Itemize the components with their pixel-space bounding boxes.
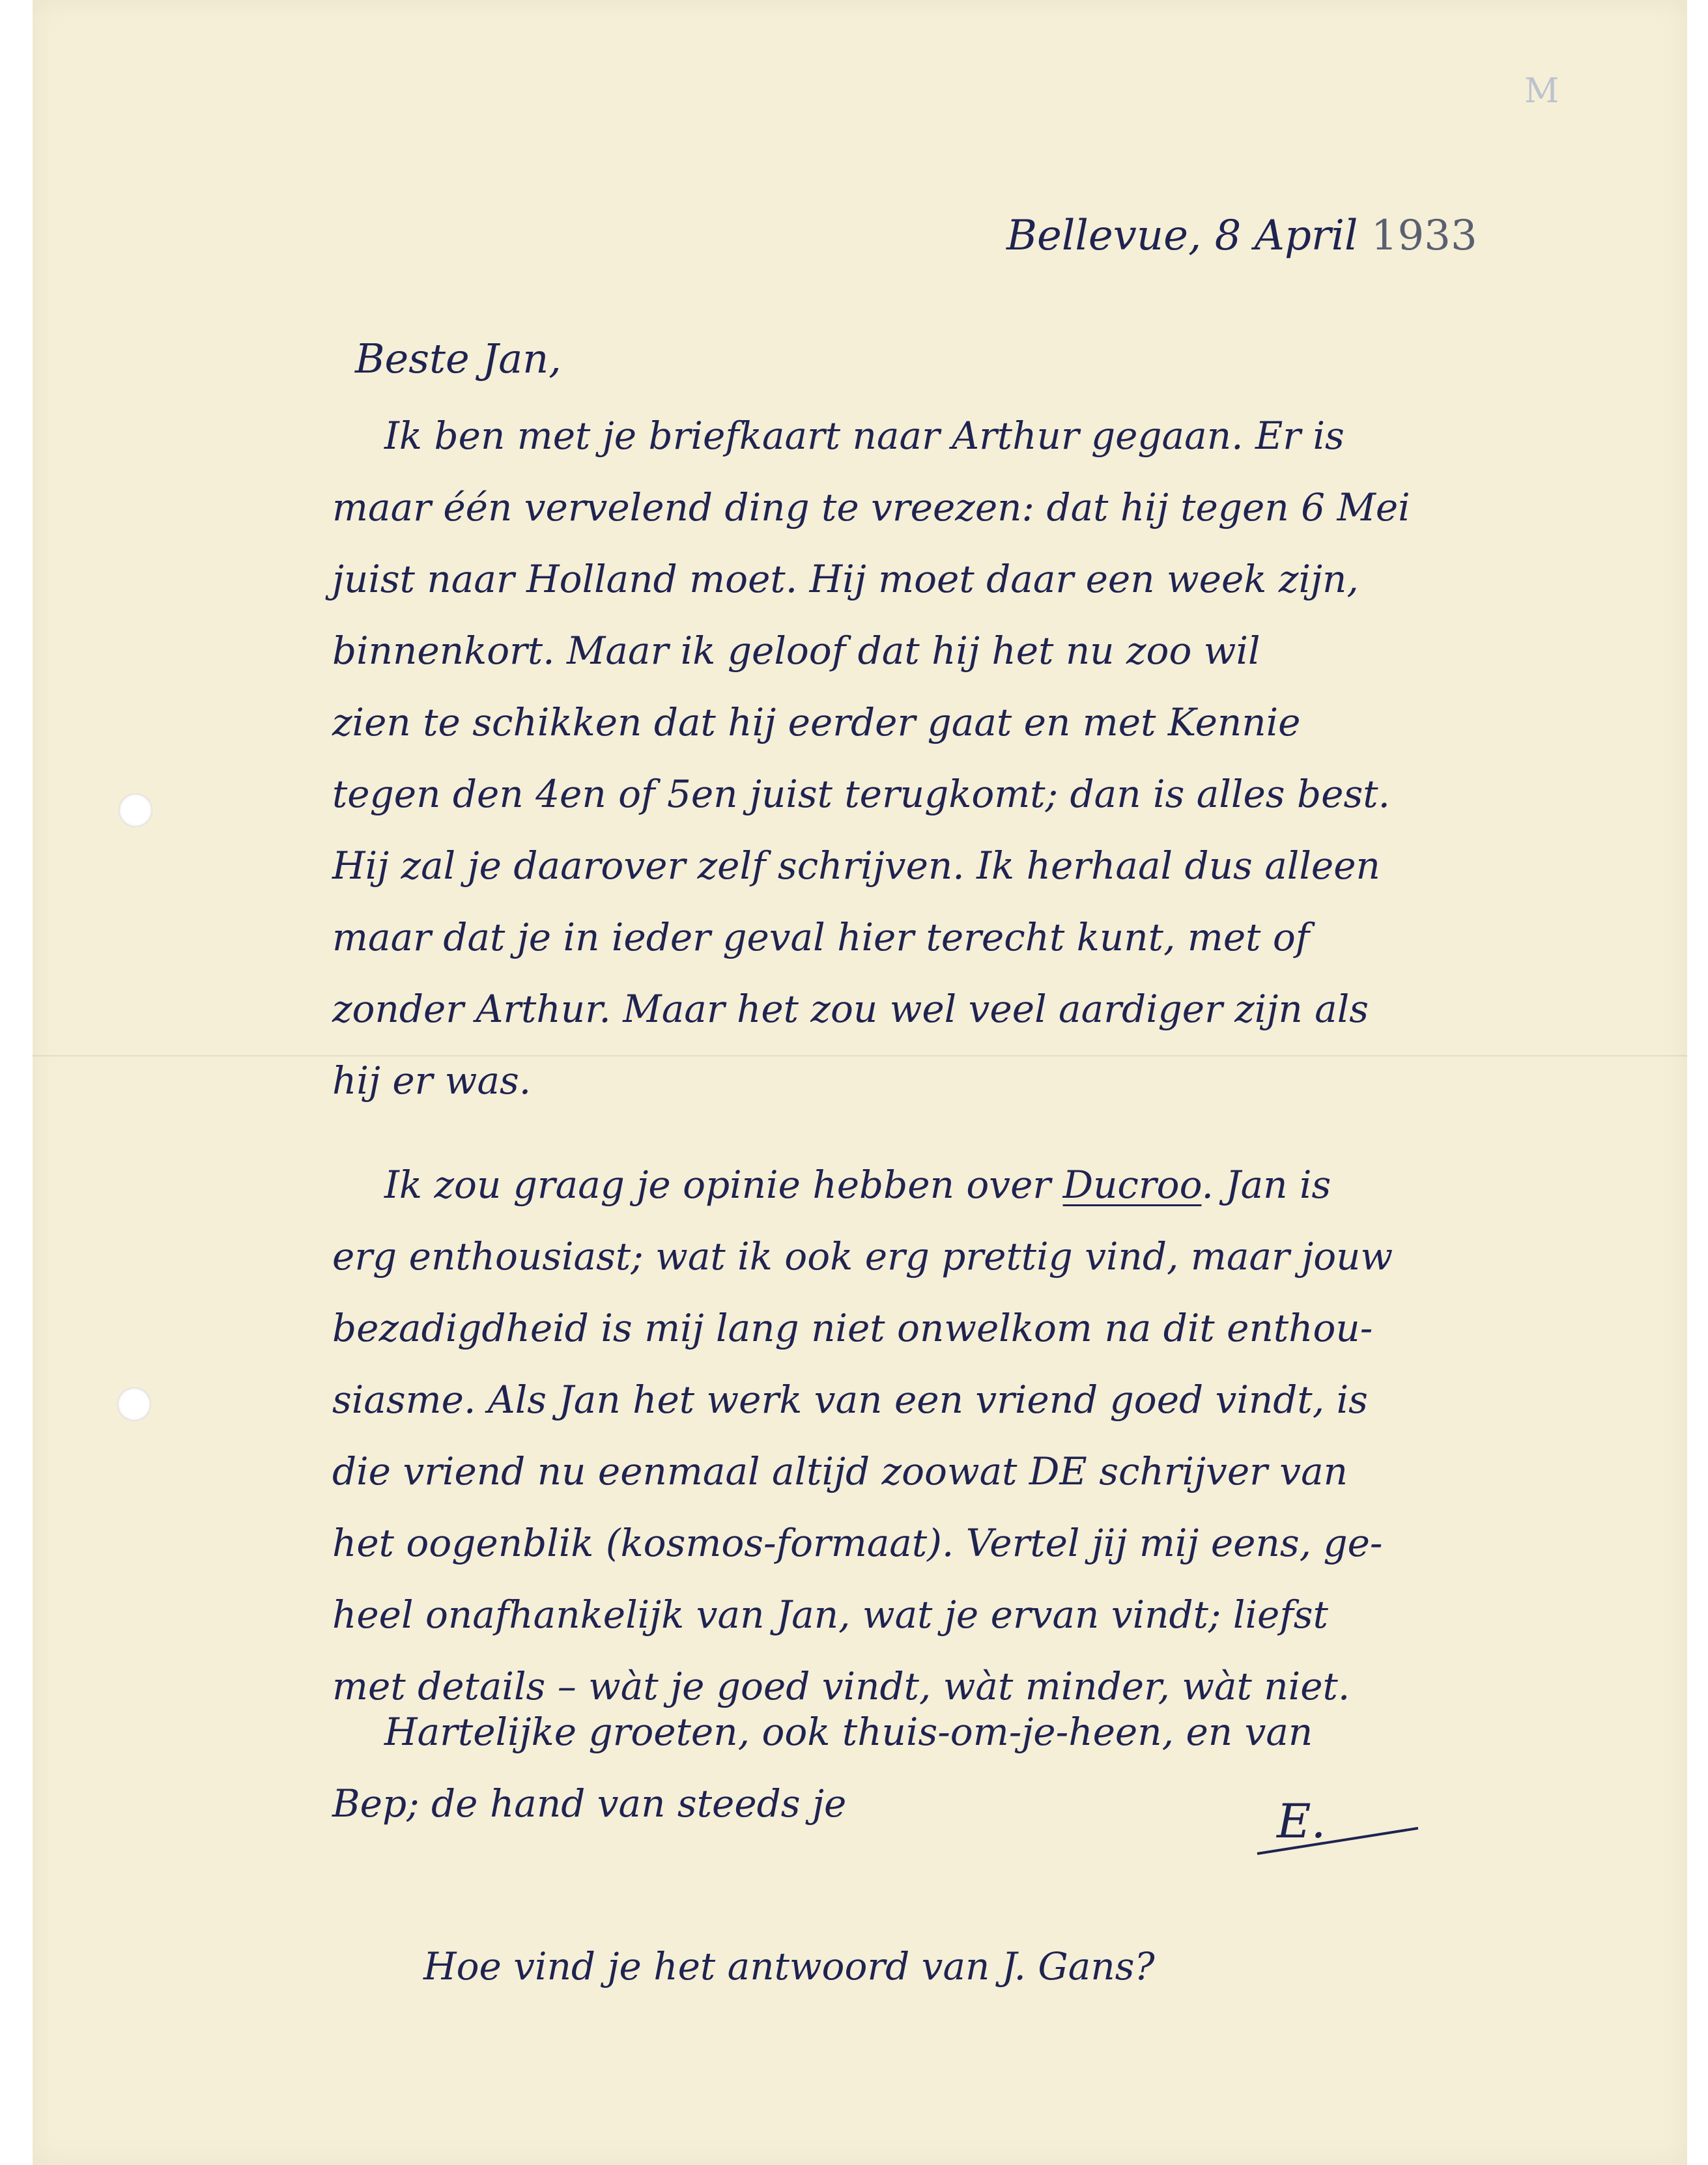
salutation: Beste Jan, [355,335,562,382]
paper-fold [33,1055,1687,1056]
letter-line: het oogenblik (kosmos-formaat). Vertel jij mij eens, ge- [332,1521,1383,1565]
letter-line: zonder Arthur. Maar het zou wel veel aardiger zijn als [332,987,1369,1031]
letter-line: siasme. Als Jan het werk van een vriend goed vindt, is [332,1378,1368,1422]
letter-text: Ik zou graag je opinie hebben over [384,1163,1063,1207]
underlined-title-ducroo: Ducroo [1062,1163,1202,1207]
letter-line: met details – wàt je goed vindt, wàt minder, wàt niet. [332,1664,1350,1708]
postscript: Hoe vind je het antwoord van J. Gans? [423,1944,1155,1988]
letter-line: tegen den 4en of 5en juist terugkomt; dan is alles best. [332,772,1390,816]
dateline-year: 1933 [1371,212,1477,260]
letter-line: zien te schikken dat hij eerder gaat en met Kennie [332,700,1301,744]
letter-line: binnenkort. Maar ik geloof dat hij het nu zoo wil [332,629,1260,673]
closing-line: Bep; de hand van steeds je [332,1781,847,1826]
signature: E. [1277,1794,1326,1848]
punch-hole-upper [119,793,152,827]
letter-text: . Jan is [1201,1163,1331,1207]
punch-hole-lower [117,1387,151,1421]
letter-line: Hij zal je daarover zelf schrijven. Ik herhaal dus alleen [332,843,1380,888]
dateline [1006,212,1477,260]
letter-line: juist naar Holland moet. Hij moet daar een week zijn, [332,557,1359,601]
archive-stamp: M [1524,72,1561,111]
letter-line [384,1163,1331,1207]
letter-sheet [33,0,1687,2165]
letter-line: die vriend nu eenmaal altijd zoowat DE schrijver van [332,1449,1348,1493]
letter-line: bezadigdheid is mij lang niet onwelkom na dit enthou- [332,1306,1373,1350]
letter-line: heel onafhankelijk van Jan, wat je ervan vindt; liefst [332,1592,1328,1637]
dateline-place-date: Bellevue, 8 April [1006,212,1371,260]
letter-line: Ik ben met je briefkaart naar Arthur gegaan. Er is [384,414,1345,458]
letter-line: hij er was. [332,1058,532,1103]
letter-line: maar één vervelend ding te vreezen: dat hij tegen 6 Mei [332,485,1410,530]
letter-line: erg enthousiast; wat ik ook erg prettig vind, maar jouw [332,1234,1393,1279]
letter-line: maar dat je in ieder geval hier terecht kunt, met of [332,915,1310,959]
closing-line: Hartelijke groeten, ook thuis-om-je-heen, en van [384,1710,1313,1754]
